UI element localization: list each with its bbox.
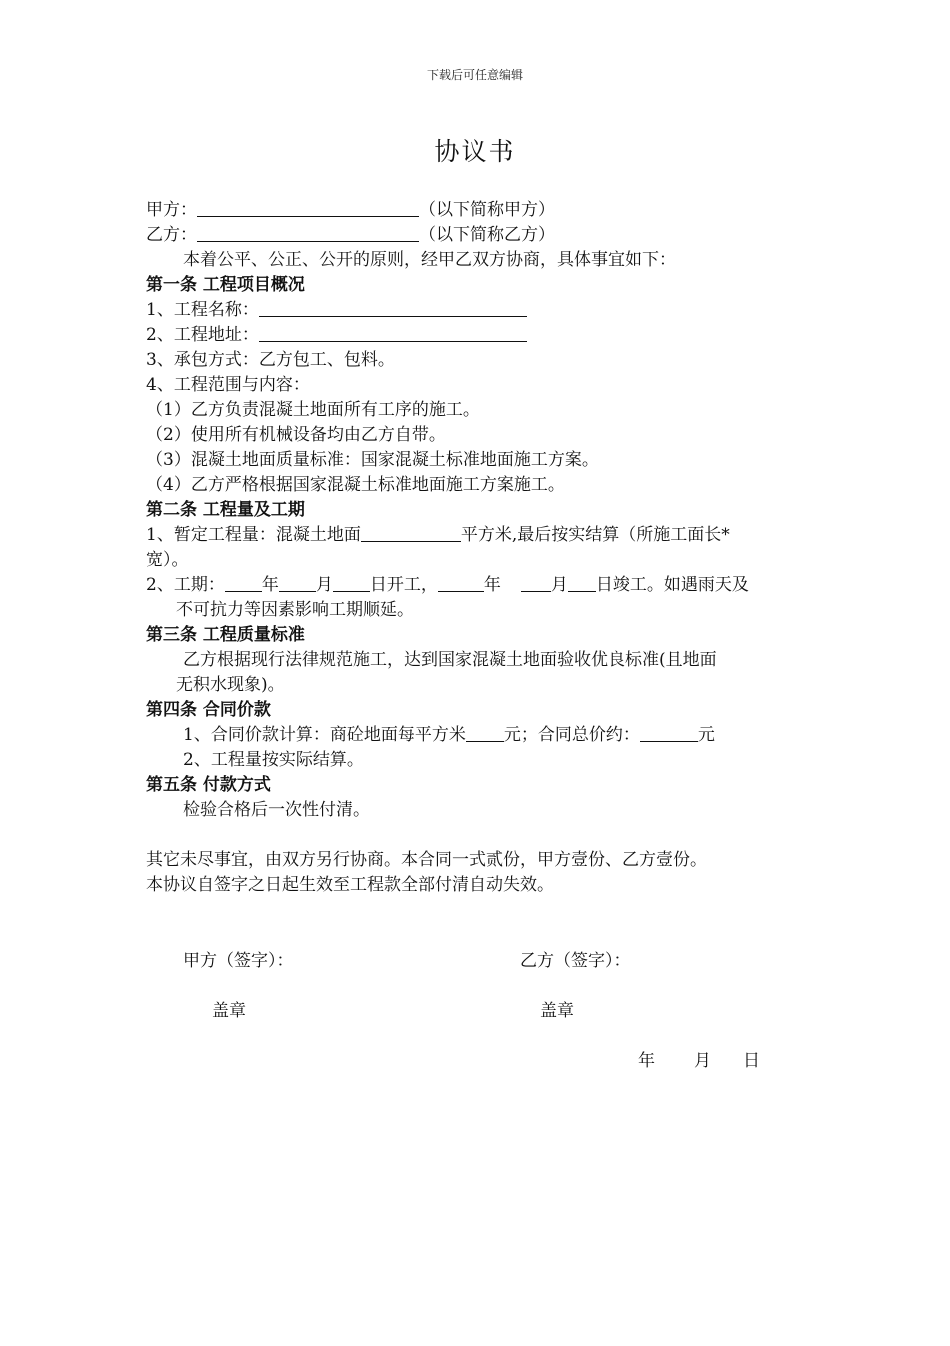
- date-year-label: 年: [638, 1051, 655, 1071]
- party-a-suffix: （以下简称甲方）: [419, 200, 555, 220]
- end-month-blank[interactable]: [521, 574, 551, 592]
- article2-heading: 第二条 工程量及工期: [146, 500, 305, 520]
- party-a-line: [146, 198, 555, 222]
- preamble: 本着公平、公正、公开的原则，经甲乙双方协商，具体事宜如下：: [183, 250, 676, 270]
- payment-text: 检验合格后一次性付清。: [183, 800, 370, 820]
- article1-heading: 第一条 工程项目概况: [146, 275, 305, 295]
- project-name-line: [146, 298, 527, 322]
- contract-mode: 3、承包方式：乙方包工、包料。: [146, 350, 395, 370]
- date-day-label: 日: [743, 1051, 760, 1071]
- start-day-blank[interactable]: [333, 574, 370, 592]
- end-month-label: 月: [550, 575, 568, 595]
- quality-text-line2: 无积水现象)。: [176, 675, 285, 695]
- header-note: 下载后可任意编辑: [426, 68, 523, 82]
- price-calc-line: [183, 723, 715, 747]
- party-a-signature-label: 甲方（签字）：: [183, 951, 294, 971]
- document-title: 协议书: [434, 137, 516, 166]
- unit-price-blank[interactable]: [466, 724, 504, 742]
- scope-label: 4、工程范围与内容：: [146, 375, 310, 395]
- start-year-blank[interactable]: [225, 574, 262, 592]
- price-calc-prefix: 1、合同价款计算：商砼地面每平方米: [183, 725, 466, 745]
- party-b-line: [146, 223, 555, 247]
- party-b-signature-label: 乙方（签字）：: [520, 951, 631, 971]
- start-year-label: 年: [261, 575, 279, 595]
- period-prefix: 2、工期：: [146, 575, 225, 595]
- project-name-blank[interactable]: [259, 299, 527, 317]
- quantity-prefix: 1、暂定工程量：混凝土地面: [146, 525, 361, 545]
- closing-line1: 其它未尽事宜，由双方另行协商。本合同一式贰份，甲方壹份、乙方壹份。: [146, 850, 707, 870]
- end-year-label: 年: [483, 575, 501, 595]
- project-name-label: 1、工程名称：: [146, 300, 259, 320]
- party-b-seal-label: 盖章: [540, 1001, 574, 1021]
- article4-heading: 第四条 合同价款: [146, 700, 271, 720]
- start-month-label: 月: [315, 575, 333, 595]
- party-b-label: 乙方：: [146, 225, 197, 245]
- start-day-label: 日开工，: [369, 575, 438, 595]
- project-address-label: 2、工程地址：: [146, 325, 259, 345]
- scope-item: （2）使用所有机械设备均由乙方自带。: [146, 425, 446, 445]
- scope-item: （4）乙方严格根据国家混凝土标准地面施工方案施工。: [146, 475, 565, 495]
- total-price-blank[interactable]: [640, 724, 698, 742]
- party-a-label: 甲方：: [146, 200, 197, 220]
- date-month-label: 月: [694, 1051, 711, 1071]
- article5-heading: 第五条 付款方式: [146, 775, 271, 795]
- party-b-blank[interactable]: [197, 224, 419, 242]
- period-continuation: 不可抗力等因素影响工期顺延。: [176, 600, 414, 620]
- article3-heading: 第三条 工程质量标准: [146, 625, 305, 645]
- end-year-blank[interactable]: [438, 574, 484, 592]
- scope-item: （1）乙方负责混凝土地面所有工序的施工。: [146, 400, 480, 420]
- price-calc-mid: 元；合同总价约：: [503, 725, 640, 745]
- price-calc-suffix: 元: [697, 725, 715, 745]
- end-day-blank[interactable]: [568, 574, 596, 592]
- scope-item: （3）混凝土地面质量标准：国家混凝土标准地面施工方案。: [146, 450, 599, 470]
- quantity-continuation: 宽）。: [146, 550, 189, 570]
- party-a-blank[interactable]: [197, 199, 419, 217]
- party-a-seal-label: 盖章: [212, 1001, 246, 1021]
- closing-line2: 本协议自签字之日起生效至工程款全部付清自动失效。: [146, 875, 554, 895]
- quantity-line: [146, 523, 730, 547]
- start-month-blank[interactable]: [279, 574, 316, 592]
- quality-text-line1: 乙方根据现行法律规范施工，达到国家混凝土地面验收优良标准(且地面: [183, 650, 717, 670]
- project-address-line: [146, 323, 527, 347]
- project-address-blank[interactable]: [259, 324, 527, 342]
- period-line: [146, 573, 749, 597]
- quantity-suffix: 平方米,最后按实结算（所施工面长*: [460, 525, 730, 545]
- quantity-blank[interactable]: [361, 524, 461, 542]
- end-day-label: 日竣工。如遇雨天及: [595, 575, 749, 595]
- party-b-suffix: （以下简称乙方）: [419, 225, 555, 245]
- settlement-text: 2、工程量按实际结算。: [183, 750, 364, 770]
